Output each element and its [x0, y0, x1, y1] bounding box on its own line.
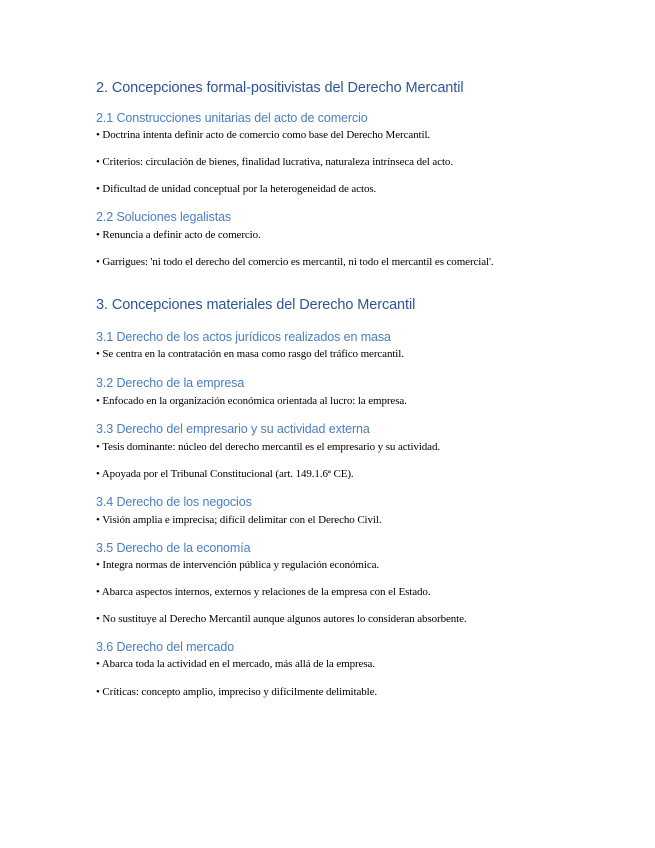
section-heading: 2. Concepciones formal-positivistas del Derecho Mercantil: [96, 80, 464, 96]
subsection-heading: 3.2 Derecho de la empresa: [96, 376, 245, 390]
bullet-item: • Enfocado en la organización económica orientada al lucro: la empresa.: [96, 395, 407, 407]
bullet-item: • Apoyada por el Tribunal Constitucional (art. 149.1.6ª CE).: [96, 468, 354, 480]
subsection-heading: 3.6 Derecho del mercado: [96, 640, 235, 654]
subsection-heading: 3.4 Derecho de los negocios: [96, 495, 252, 509]
bullet-item: • Criterios: circulación de bienes, finalidad lucrativa, naturaleza intrínseca del acto.: [96, 156, 453, 168]
bullet-item: • Abarca toda la actividad en el mercado, más allá de la empresa.: [96, 658, 375, 670]
bullet-item: • Tesis dominante: núcleo del derecho mercantil es el empresario y su actividad.: [96, 441, 441, 453]
bullet-item: • Integra normas de intervención pública y regulación económica.: [96, 559, 380, 571]
bullet-item: • Garrigues: 'ni todo el derecho del comercio es mercantil, ni todo el mercantil es comercial'.: [96, 256, 494, 268]
bullet-item: • Dificultad de unidad conceptual por la heterogeneidad de actos.: [96, 183, 377, 195]
subsection-heading: 3.1 Derecho de los actos jurídicos realizados en masa: [96, 330, 391, 344]
subsection-heading: 2.1 Construcciones unitarias del acto de comercio: [96, 111, 368, 125]
bullet-item: • Críticas: concepto amplio, impreciso y difícilmente delimitable.: [96, 686, 378, 698]
bullet-item: • No sustituye al Derecho Mercantil aunque algunos autores lo consideran absorbente.: [96, 613, 467, 625]
section-heading: 3. Concepciones materiales del Derecho Mercantil: [96, 297, 416, 313]
subsection-heading: 3.3 Derecho del empresario y su actividad externa: [96, 422, 370, 436]
bullet-item: • Se centra en la contratación en masa como rasgo del tráfico mercantil.: [96, 348, 404, 360]
bullet-item: • Renuncia a definir acto de comercio.: [96, 229, 261, 241]
subsection-heading: 3.5 Derecho de la economía: [96, 541, 251, 555]
bullet-item: • Abarca aspectos internos, externos y relaciones de la empresa con el Estado.: [96, 586, 431, 598]
bullet-item: • Visión amplia e imprecisa; difícil delimitar con el Derecho Civil.: [96, 514, 382, 526]
subsection-heading: 2.2 Soluciones legalistas: [96, 210, 232, 224]
bullet-item: • Doctrina intenta definir acto de comercio como base del Derecho Mercantil.: [96, 129, 431, 141]
